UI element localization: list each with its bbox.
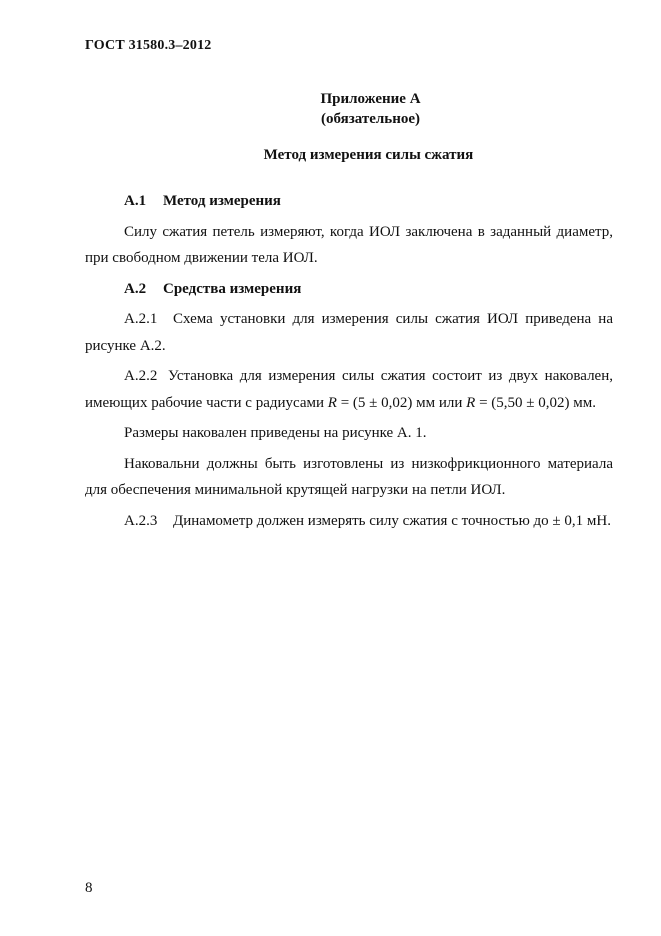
radius-variable: R [466,394,476,411]
paragraph-a1: Силу сжатия петель измеряют, когда ИОЛ заключена в заданный диаметр, при свободном движении тела ИОЛ. [85,223,613,266]
standard-header: ГОСТ 31580.3–2012 [85,38,212,53]
clause-text-part: = (5,50 ± 0,02) мм. [475,394,597,411]
clause-text: Динамометр должен измерять силу сжатия с точностью до ± 0,1 мН. [173,512,611,529]
clause-a2-3 [85,508,613,535]
section-heading-a1 [85,188,613,215]
section-number: А.1 [124,193,147,209]
clause-text: Схема установки для измерения силы сжатия ИОЛ приведена на рисунке А.2. [85,311,613,354]
clause-text-part: Установка для измерения силы сжатия состоит из двух наковален, имеющих рабочие части с радиусами [85,368,613,411]
section-title: Метод измерения [163,193,281,209]
clause-a2-1 [85,306,613,359]
clause-number: А.2.3 [124,512,158,529]
document-body [85,188,613,538]
appendix-title-block [0,89,661,129]
appendix-status: (обязательное) [320,111,421,127]
appendix-title: Приложение А [320,91,421,107]
clause-text-part: = (5 ± 0,02) мм или [336,394,467,411]
clause-number: А.2.2 [124,368,158,384]
section-title: Средства измерения [163,280,302,297]
paragraph-anvil-material: Наковальни должны быть изготовлены из низкофрикционного материала для обеспечения минимальной крутящей нагрузки на петли ИОЛ. [85,455,613,498]
section-number: А.2 [124,280,147,297]
method-title: Метод измерения силы сжатия [263,147,474,163]
paragraph-anvil-sizes: Размеры наковален приведены на рисунке А. 1. [124,425,427,441]
page-number: 8 [85,880,93,896]
radius-variable: R [327,394,337,411]
clause-number: А.2.1 [124,311,158,327]
clause-a2-2 [85,363,613,416]
section-heading-a2 [85,276,613,303]
